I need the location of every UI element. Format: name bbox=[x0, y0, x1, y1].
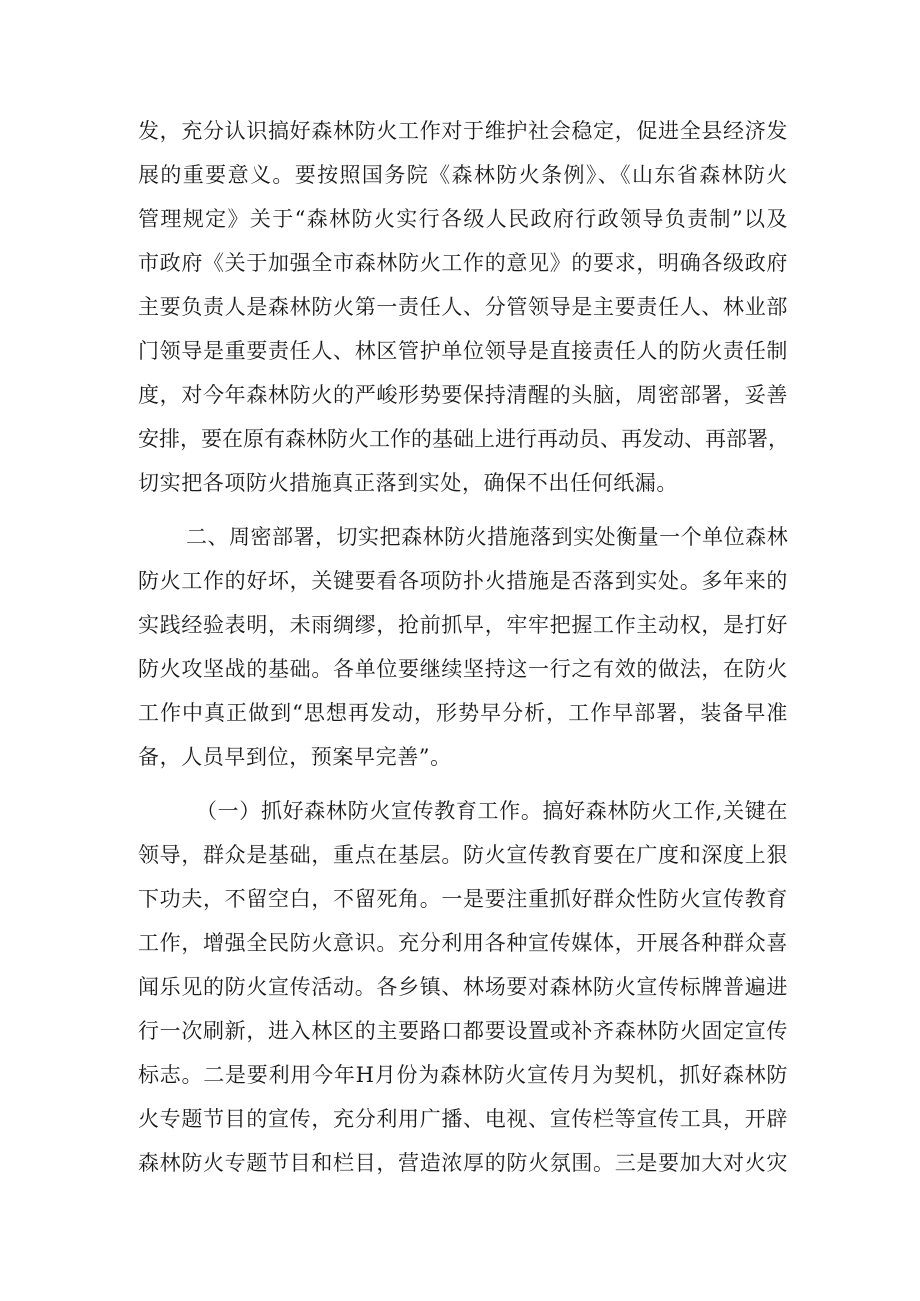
paragraph-line: 闻乐见的防火宣传活动。各乡镇、林场要对森林防火宣传标牌普遍进 bbox=[138, 975, 788, 999]
paragraph-line: 火专题节目的宣传，充分利用广播、电视、宣传栏等宣传工具，开辟 bbox=[138, 1107, 788, 1131]
paragraph-line: 工作中真正做到“思想再发动，形势早分析，工作早部署，装备早准 bbox=[138, 701, 788, 725]
paragraph-line: 森林防火专题节目和栏目，营造浓厚的防火氛围。三是要加大对火灾 bbox=[138, 1151, 788, 1175]
paragraph-line: 管理规定》关于“森林防火实行各级人民政府行政领导负责制”以及 bbox=[138, 207, 788, 231]
paragraph-line: 展的重要意义。要按照国务院《森林防火条例》、《山东省森林防火 bbox=[138, 163, 788, 187]
paragraph-line: 工作，增强全民防火意识。充分利用各种宣传媒体，开展各种群众喜 bbox=[138, 931, 788, 955]
paragraph-line: 门领导是重要责任人、林区管护单位领导是直接责任人的防火责任制 bbox=[138, 339, 788, 363]
paragraph-line: 防火攻坚战的基础。各单位要继续坚持这一行之有效的做法，在防火 bbox=[138, 657, 788, 681]
paragraph-line: 标志。二是要利用今年H月份为森林防火宣传月为契机，抓好森林防 bbox=[138, 1063, 788, 1087]
paragraph-line: 度，对今年森林防火的严峻形势要保持清醒的头脑，周密部署，妥善 bbox=[138, 383, 788, 407]
paragraph-line: 切实把各项防火措施真正落到实处，确保不出任何纸漏。 bbox=[138, 471, 678, 495]
paragraph-line: 市政府《关于加强全市森林防火工作的意见》的要求，明确各级政府 bbox=[138, 251, 788, 275]
paragraph-line: 领导，群众是基础，重点在基层。防火宣传教育要在广度和深度上狠 bbox=[138, 843, 788, 867]
paragraph-line: 行一次刷新，进入林区的主要路口都要设置或补齐森林防火固定宣传 bbox=[138, 1019, 788, 1043]
section-heading-line: 二、周密部署，切实把森林防火措施落到实处衡量一个单位森林 bbox=[186, 525, 788, 549]
paragraph-line: 防火工作的好坏，关键要看各项防扑火措施是否落到实处。多年来的 bbox=[138, 569, 788, 593]
paragraph-line: 实践经验表明，未雨绸缪，抢前抓早，牢牢把握工作主动权，是打好 bbox=[138, 613, 788, 637]
paragraph-line: 发，充分认识搞好森林防火工作对于维护社会稳定，促进全县经济发 bbox=[138, 119, 788, 143]
subsection-heading-line: （一）抓好森林防火宣传教育工作。搞好森林防火工作,关键在 bbox=[196, 799, 788, 823]
paragraph-line: 下功夫，不留空白，不留死角。一是要注重抓好群众性防火宣传教育 bbox=[138, 887, 788, 911]
paragraph-line: 备，人员早到位，预案早完善”。 bbox=[138, 745, 452, 769]
paragraph-line: 安排，要在原有森林防火工作的基础上进行再动员、再发动、再部署， bbox=[138, 427, 789, 451]
paragraph-line: 主要负责人是森林防火第一责任人、分管领导是主要责任人、林业部 bbox=[138, 295, 788, 319]
